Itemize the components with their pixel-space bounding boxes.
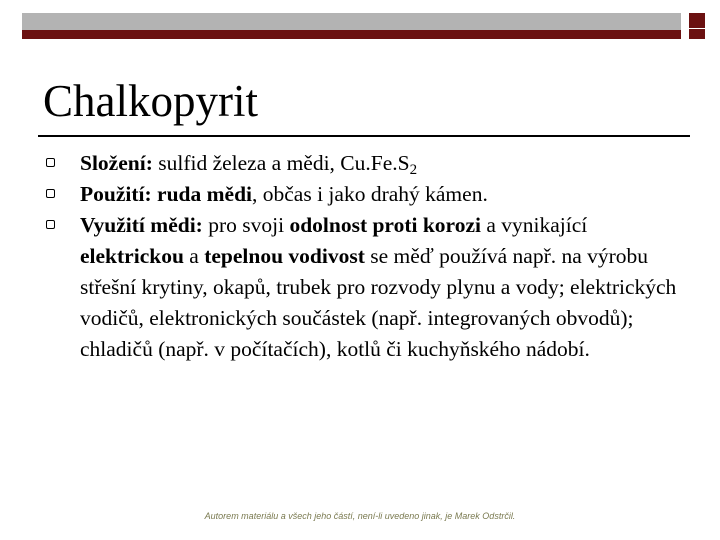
top-decorative-bar-dark [22, 30, 681, 39]
bullet-text-run: ruda mědi [157, 182, 252, 206]
slide-title: Chalkopyrit [43, 76, 258, 126]
bullet-text-run: odolnost proti korozi [289, 213, 481, 237]
subscript-run: 2 [409, 162, 418, 178]
bullet-item [44, 210, 684, 365]
bullet-list [44, 148, 684, 365]
bullet-text-run: sulfid železa a mědi, Cu.Fe.S [152, 151, 410, 175]
hollow-square-icon [46, 189, 55, 198]
bullet-text-run: Složení: [80, 151, 153, 175]
bullet-text-run: , občas i jako drahý kámen. [252, 182, 488, 206]
hollow-square-icon [46, 220, 55, 229]
bullet-text-run: tepelnou vodivost [204, 244, 365, 268]
corner-block-top [689, 13, 705, 28]
bullet-text-run: Použití: [80, 182, 152, 206]
bullet-text-run: se měď používá např. na výrobu střešní krytiny, okapů, trubek pro rozvody plynu a vody; elektrických vodičů, elektronických součástek (např. integrovaných obvodů); chladičů (např. v počítačích), kotlů či kuchyňského nádobí. [80, 244, 677, 361]
bullet-item [44, 148, 684, 179]
corner-decorative-block [689, 13, 705, 39]
bullet-text-run: pro svoji [202, 213, 290, 237]
bullet-text-run: Využití mědi: [80, 213, 203, 237]
bullet-text-run: elektrickou [80, 244, 184, 268]
bullet-item [44, 179, 684, 210]
bullet-text-run: a vynikající [480, 213, 588, 237]
corner-block-bottom [689, 29, 705, 39]
bullet-text-run: a [183, 244, 205, 268]
hollow-square-icon [46, 158, 55, 167]
title-underline [38, 135, 690, 137]
author-footer: Autorem materiálu a všech jeho částí, není-li uvedeno jinak, je Marek Odstrčil. [204, 511, 516, 521]
